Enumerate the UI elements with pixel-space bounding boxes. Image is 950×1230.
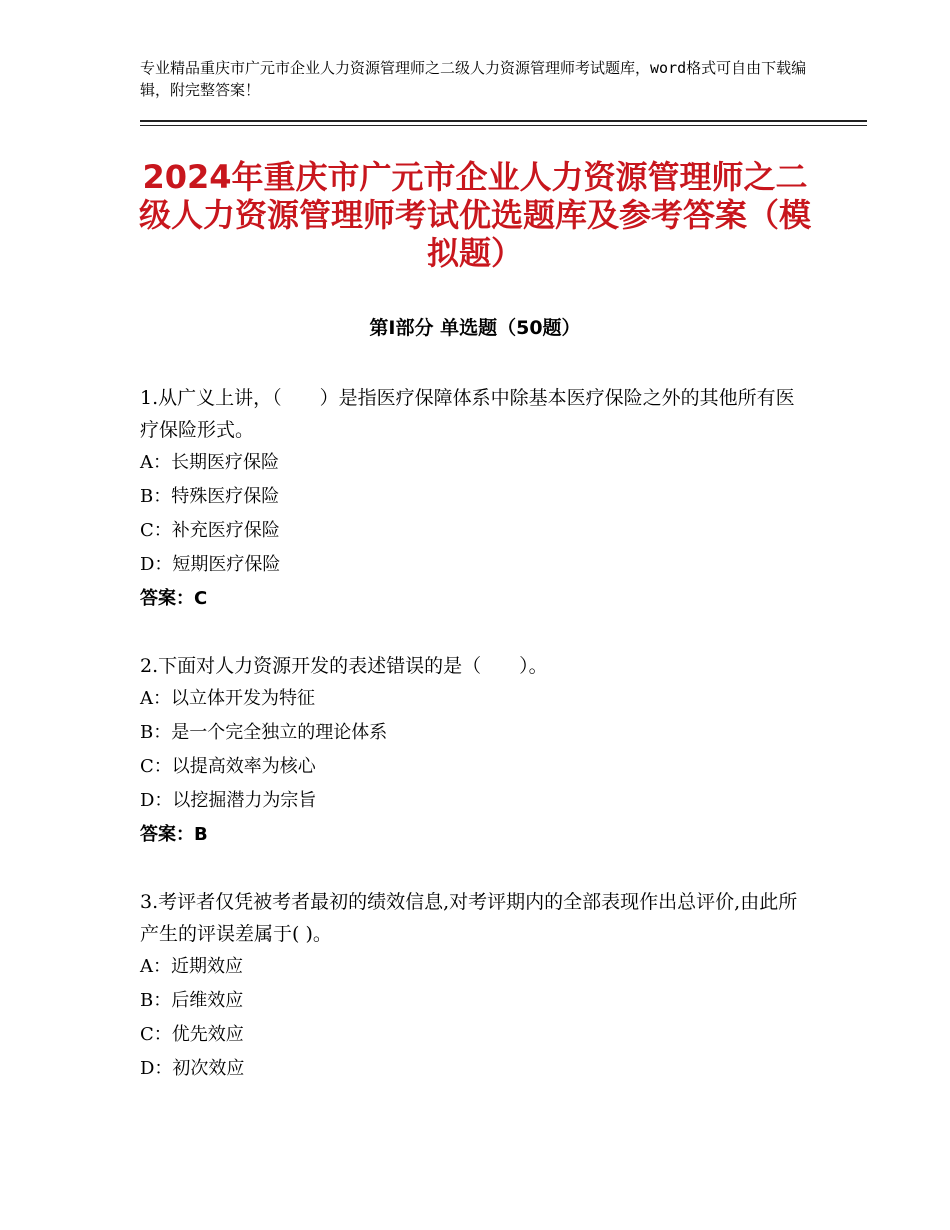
option-b: B：特殊医疗保险 xyxy=(140,486,280,507)
question-stem: 3.考评者仅凭被考者最初的绩效信息,对考评期内的全部表现作出总评价,由此所产生的评误差属于( )。 xyxy=(140,891,798,945)
option-b: B：后维效应 xyxy=(140,990,244,1011)
question-3 xyxy=(140,886,810,1086)
answer: 答案：C xyxy=(140,588,208,609)
header-divider-thick xyxy=(140,120,867,122)
header-note: 专业精品重庆市广元市企业人力资源管理师之二级人力资源管理师考试题库，word格式可自由下载编辑，附完整答案！ xyxy=(140,59,807,99)
option-a: A：长期医疗保险 xyxy=(140,452,279,473)
option-c: C：优先效应 xyxy=(140,1024,244,1045)
question-1 xyxy=(140,382,810,616)
question-list xyxy=(140,382,810,1086)
option-c: C：以提高效率为核心 xyxy=(140,756,316,777)
question-2 xyxy=(140,650,810,852)
option-a: A：近期效应 xyxy=(140,956,243,977)
option-a: A：以立体开发为特征 xyxy=(140,688,315,709)
option-d: D：初次效应 xyxy=(140,1058,245,1079)
question-spacer xyxy=(140,852,810,886)
option-d: D：短期医疗保险 xyxy=(140,554,281,575)
document-title: 2024年重庆市广元市企业人力资源管理师之二级人力资源管理师考试优选题库及参考答案（模拟题） xyxy=(138,158,811,272)
option-b: B：是一个完全独立的理论体系 xyxy=(140,722,388,743)
answer: 答案：B xyxy=(140,824,208,845)
option-c: C：补充医疗保险 xyxy=(140,520,280,541)
question-stem: 2.下面对人力资源开发的表述错误的是（ ）。 xyxy=(140,655,548,677)
header-divider-thin xyxy=(140,125,867,126)
question-stem: 1.从广义上讲，（ ）是指医疗保障体系中除基本医疗保险之外的其他所有医疗保险形式。 xyxy=(140,387,795,441)
question-spacer xyxy=(140,616,810,650)
option-d: D：以挖掘潜力为宗旨 xyxy=(140,790,317,811)
section-heading: 第Ⅰ部分 单选题（50题） xyxy=(369,317,581,339)
